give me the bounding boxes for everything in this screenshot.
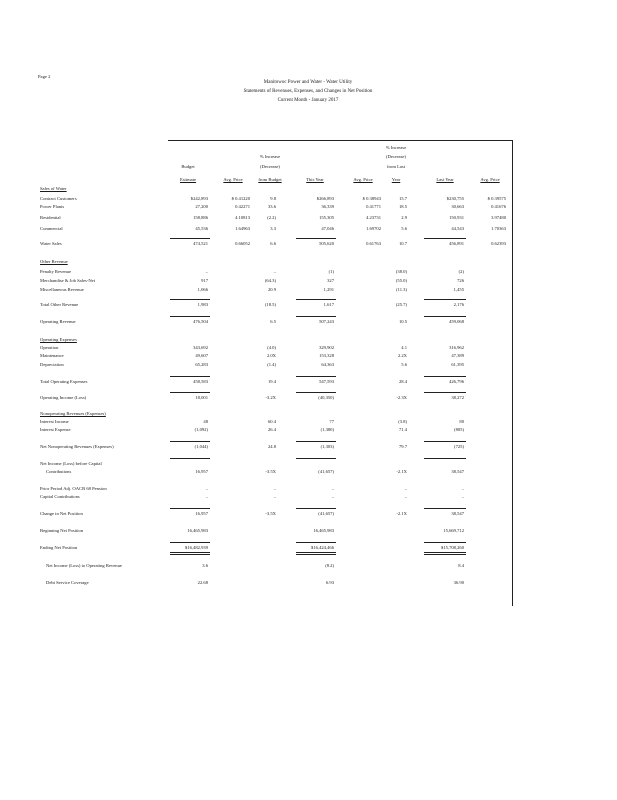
pct-last-cell: 10.5 bbox=[398, 319, 407, 324]
pct-budget-cell: (1.4) bbox=[267, 362, 276, 367]
last-year-cell: 2,176 bbox=[453, 302, 464, 307]
table-right-rule bbox=[512, 140, 513, 606]
last-year-cell: 456,891 bbox=[449, 241, 464, 246]
pct-budget-cell: -3.2X bbox=[265, 395, 276, 400]
pct-last-cell: 5.6 bbox=[401, 362, 407, 367]
subtotal-rule bbox=[170, 458, 210, 459]
col-this-year: This Year bbox=[306, 177, 324, 182]
pct-last-cell: 2.2X bbox=[397, 353, 407, 358]
row-label: Interest Expense bbox=[40, 427, 71, 432]
budget-cell: 476,504 bbox=[193, 319, 208, 324]
row-label: Maintenance bbox=[40, 353, 64, 358]
pct-last-cell: 4.1 bbox=[401, 345, 407, 350]
budget-cell: 3.6 bbox=[202, 563, 208, 568]
last-year-cell: (805) bbox=[454, 427, 464, 432]
row-label: Debt Service Coverage bbox=[46, 580, 89, 585]
pct-budget-cell: 20.9 bbox=[267, 287, 276, 292]
this-year-cell: (41,657) bbox=[318, 469, 334, 474]
last-year-cell: 30,663 bbox=[451, 204, 464, 209]
row-label: Prior Period Adj. OACB 68 Pension bbox=[40, 486, 107, 491]
last-year-cell: 459,068 bbox=[449, 319, 464, 324]
last-year-cell: (2) bbox=[458, 269, 464, 274]
subtotal-rule bbox=[296, 441, 336, 442]
this-year-cell: 1,617 bbox=[323, 302, 334, 307]
subtotal-rule bbox=[170, 392, 210, 393]
this-year-cell: 16,465,983 bbox=[313, 528, 334, 533]
pct-last-cell: (3.8) bbox=[398, 419, 407, 424]
last-year-cell: 726 bbox=[457, 278, 464, 283]
pct-last-cell: (38.0) bbox=[395, 269, 407, 274]
subtotal-rule bbox=[296, 299, 336, 300]
subtotal-rule bbox=[170, 441, 210, 442]
pct-last-cell: 18.5 bbox=[398, 204, 407, 209]
avg-price2-cell: 0.61763 bbox=[366, 241, 381, 246]
row-label: Contract Customers bbox=[40, 196, 77, 201]
pct-last-cell: 5.6 bbox=[401, 226, 407, 231]
pct-last-cell: – bbox=[404, 494, 407, 499]
avg-price3-cell: 0.41676 bbox=[491, 204, 506, 209]
row-label: Total Other Revenue bbox=[40, 302, 79, 307]
pct-budget-cell: (64.3) bbox=[264, 278, 276, 283]
subtotal-rule bbox=[424, 508, 466, 509]
report-title: Manitowoc Power and Water - Water Utility bbox=[263, 80, 353, 85]
subtotal-rule bbox=[424, 542, 466, 543]
col-pct-l2: (Decrease) bbox=[260, 164, 280, 169]
this-year-cell: (41,657) bbox=[318, 511, 334, 516]
budget-cell: 22.68 bbox=[197, 580, 208, 585]
row-label: Water Sales bbox=[40, 241, 62, 246]
last-year-cell: 316,962 bbox=[449, 345, 464, 350]
last-year-cell: 47,389 bbox=[451, 353, 464, 358]
last-year-cell: 1,455 bbox=[453, 287, 464, 292]
budget-cell: (1,092) bbox=[194, 427, 208, 432]
avg-price2-cell: 4.23731 bbox=[366, 215, 381, 220]
col-avg-price: Avg. Price bbox=[223, 177, 243, 182]
this-year-cell: 64,363 bbox=[321, 362, 334, 367]
col-budget-l1: Budget bbox=[181, 164, 195, 169]
row-label: Sales of Water bbox=[40, 186, 67, 191]
avg-price-cell: 4.10813 bbox=[235, 215, 250, 220]
this-year-cell: 153,328 bbox=[319, 353, 334, 358]
subtotal-rule bbox=[296, 458, 336, 459]
row-label: Penalty Revenue bbox=[40, 269, 71, 274]
this-year-cell: 1,291 bbox=[323, 287, 334, 292]
last-year-cell: 44,543 bbox=[451, 226, 464, 231]
subtotal-rule bbox=[170, 299, 210, 300]
row-label: Nonoperating Revenues (Expenses) bbox=[40, 411, 106, 416]
avg-price3-cell: 0.62393 bbox=[491, 241, 506, 246]
pct-last-cell: (11.3) bbox=[396, 287, 407, 292]
last-year-cell: (725) bbox=[454, 444, 464, 449]
this-year-cell: 507,243 bbox=[319, 319, 334, 324]
budget-cell: 65,283 bbox=[195, 362, 208, 367]
row-label: Merchandise & Job Sales-Net bbox=[40, 278, 95, 283]
pct-budget-cell: – bbox=[273, 494, 276, 499]
total-double-rule bbox=[170, 554, 210, 555]
last-year-cell: 38,272 bbox=[451, 395, 464, 400]
last-year-cell: 36.90 bbox=[453, 580, 464, 585]
pct-budget-cell: 2.0X bbox=[266, 353, 276, 358]
avg-price3-cell: $ 0.39575 bbox=[487, 196, 506, 201]
this-year-cell: 327 bbox=[327, 278, 334, 283]
row-label: Net Nonoperating Revenues (Expenses) bbox=[40, 444, 114, 449]
last-year-cell: 38,547 bbox=[451, 511, 464, 516]
row-label: Commercial bbox=[40, 226, 63, 231]
this-year-cell: (40,350) bbox=[318, 395, 334, 400]
pct-last-cell: -2.3X bbox=[396, 395, 407, 400]
this-year-cell: (1,380) bbox=[320, 427, 334, 432]
avg-price-cell: $ 0.41220 bbox=[231, 196, 250, 201]
pct-budget-cell: 19.4 bbox=[267, 379, 276, 384]
pct-last-cell: 15.7 bbox=[398, 196, 407, 201]
col-pct2-l3: from Last bbox=[387, 164, 405, 169]
pct-last-cell: -2.1X bbox=[396, 469, 407, 474]
col-avg-price3: Avg. Price bbox=[480, 177, 500, 182]
row-label: Depreciation bbox=[40, 362, 64, 367]
row-label: Operating Income (Loss) bbox=[40, 395, 87, 400]
budget-cell: (1,044) bbox=[194, 444, 208, 449]
row-label: Total Operating Expenses bbox=[40, 379, 88, 384]
this-year-cell: $16,424,466 bbox=[311, 545, 334, 550]
budget-cell: 1,983 bbox=[197, 302, 208, 307]
row-label: Operating Revenue bbox=[40, 319, 76, 324]
pct-last-cell: – bbox=[404, 486, 407, 491]
this-year-cell: (1,303) bbox=[320, 444, 334, 449]
subtotal-rule bbox=[424, 299, 466, 300]
row-label: Miscellaneous Revenue bbox=[40, 287, 84, 292]
budget-cell: 48 bbox=[203, 419, 208, 424]
avg-price3-cell: 3.97480 bbox=[491, 215, 506, 220]
subtotal-rule bbox=[296, 392, 336, 393]
total-double-rule bbox=[424, 554, 466, 555]
subtotal-rule bbox=[170, 238, 210, 239]
last-year-cell: – bbox=[461, 486, 464, 491]
last-year-cell: 80 bbox=[459, 419, 464, 424]
budget-cell: 343,692 bbox=[193, 345, 208, 350]
pct-budget-cell: 6.5 bbox=[270, 319, 276, 324]
pct-budget-cell: (2.2) bbox=[267, 215, 276, 220]
last-year-cell: 38,547 bbox=[451, 469, 464, 474]
last-year-cell: 15,669,712 bbox=[443, 528, 464, 533]
pct-budget-cell: (4.0) bbox=[267, 345, 276, 350]
this-year-cell: $266,893 bbox=[316, 196, 334, 201]
row-label: Other Revenue bbox=[40, 259, 68, 264]
avg-price-cell: 0.66052 bbox=[235, 241, 250, 246]
pct-budget-cell: 26.4 bbox=[267, 427, 276, 432]
this-year-cell: 47,046 bbox=[321, 226, 334, 231]
pct-budget-cell: 60.4 bbox=[267, 419, 276, 424]
row-label: Power Plants bbox=[40, 204, 65, 209]
col-budget-l2: Estimate bbox=[179, 177, 197, 182]
pct-budget-cell: 33.6 bbox=[267, 204, 276, 209]
subtotal-rule bbox=[424, 392, 466, 393]
this-year-cell: 155,305 bbox=[319, 215, 334, 220]
subtotal-rule bbox=[296, 376, 336, 377]
subtotal-rule bbox=[424, 376, 466, 377]
last-year-cell: 8.4 bbox=[458, 563, 464, 568]
this-year-cell: (1) bbox=[328, 269, 334, 274]
total-double-rule bbox=[424, 552, 466, 553]
total-double-rule bbox=[296, 552, 336, 553]
budget-cell: 16,957 bbox=[195, 511, 208, 516]
pct-budget-cell: 9.8 bbox=[270, 196, 276, 201]
report-subtitle: Statements of Revenues, Expenses, and Changes in Net Position bbox=[243, 89, 373, 94]
pct-last-cell: -2.1X bbox=[396, 511, 407, 516]
budget-cell: $242,893 bbox=[190, 196, 208, 201]
row-label: Net Income (Loss) before Capital bbox=[40, 461, 102, 466]
budget-cell: 1,066 bbox=[197, 287, 208, 292]
budget-cell: – bbox=[205, 494, 208, 499]
this-year-cell: – bbox=[331, 486, 334, 491]
col-pct2-l4: Year bbox=[391, 177, 401, 182]
pct-budget-cell: – bbox=[273, 486, 276, 491]
pct-last-cell: 79.7 bbox=[398, 444, 407, 449]
this-year-cell: 6.93 bbox=[325, 580, 334, 585]
subtotal-rule bbox=[296, 316, 336, 317]
row-label: Residential bbox=[40, 215, 61, 220]
last-year-cell: 61,395 bbox=[451, 362, 464, 367]
pct-budget-cell: (18.5) bbox=[264, 302, 276, 307]
budget-cell: 49,607 bbox=[195, 353, 208, 358]
subtotal-rule bbox=[296, 542, 336, 543]
row-label: Operation bbox=[40, 345, 59, 350]
col-pct2-l2: (Decrease) bbox=[386, 154, 406, 159]
budget-cell: 27,200 bbox=[195, 204, 208, 209]
subtotal-rule bbox=[296, 238, 336, 239]
report-period: Current Month - January 2017 bbox=[277, 98, 339, 103]
subtotal-rule bbox=[170, 316, 210, 317]
pct-budget-cell: 3.3 bbox=[270, 226, 276, 231]
avg-price2-cell: $ 0.38943 bbox=[362, 196, 381, 201]
subtotal-rule bbox=[170, 542, 210, 543]
total-double-rule bbox=[170, 552, 210, 553]
pct-last-cell: 71.4 bbox=[398, 427, 407, 432]
pct-budget-cell: -3.5X bbox=[265, 511, 276, 516]
row-label: Capital Contributions bbox=[40, 494, 80, 499]
pct-budget-cell: 6.6 bbox=[270, 241, 276, 246]
row-label: Net Income (Loss) to Operating Revenue bbox=[46, 563, 122, 568]
row-label: Change in Net Position bbox=[40, 511, 83, 516]
pct-last-cell: 10.7 bbox=[398, 241, 407, 246]
budget-cell: 16,957 bbox=[195, 469, 208, 474]
budget-cell: 917 bbox=[201, 278, 208, 283]
subtotal-rule bbox=[170, 508, 210, 509]
subtotal-rule bbox=[424, 238, 466, 239]
budget-cell: – bbox=[205, 486, 208, 491]
row-label: Ending Net Position bbox=[40, 545, 78, 550]
budget-cell: 18,001 bbox=[195, 395, 208, 400]
budget-cell: 16,465,983 bbox=[187, 528, 208, 533]
subtotal-rule bbox=[424, 316, 466, 317]
last-year-cell: $15,708,260 bbox=[441, 545, 464, 550]
avg-price2-cell: 0.41771 bbox=[366, 204, 381, 209]
subtotal-rule bbox=[170, 376, 210, 377]
this-year-cell: (8.2) bbox=[325, 563, 334, 568]
pct-budget-cell: – bbox=[273, 269, 276, 274]
avg-price3-cell: 1.70363 bbox=[491, 226, 506, 231]
budget-cell: 474,521 bbox=[193, 241, 208, 246]
last-year-cell: – bbox=[461, 494, 464, 499]
pct-budget-cell: 24.8 bbox=[267, 444, 276, 449]
pct-last-cell: 28.4 bbox=[398, 379, 407, 384]
last-year-cell: $230,755 bbox=[446, 196, 464, 201]
last-year-cell: 150,931 bbox=[449, 215, 464, 220]
budget-cell: 158,886 bbox=[193, 215, 208, 220]
this-year-cell: 505,620 bbox=[319, 241, 334, 246]
this-year-cell: 547,593 bbox=[319, 379, 334, 384]
this-year-cell: 329,902 bbox=[319, 345, 334, 350]
budget-cell: $16,482,939 bbox=[185, 545, 208, 550]
subtotal-rule bbox=[296, 508, 336, 509]
subtotal-rule bbox=[424, 458, 466, 459]
col-pct-l3: from Budget bbox=[258, 177, 282, 182]
last-year-cell: 426,796 bbox=[449, 379, 464, 384]
pct-budget-cell: -3.5X bbox=[265, 469, 276, 474]
row-label: Interest Income bbox=[40, 419, 69, 424]
budget-cell: 45,536 bbox=[195, 226, 208, 231]
this-year-cell: 77 bbox=[329, 419, 334, 424]
avg-price2-cell: 1.69702 bbox=[366, 226, 381, 231]
col-pct-l1: % Increase bbox=[259, 154, 281, 159]
col-pct2-l1: % Increase bbox=[385, 145, 407, 150]
this-year-cell: – bbox=[331, 494, 334, 499]
col-last-year: Last Year bbox=[436, 177, 454, 182]
avg-price-cell: 0.42271 bbox=[235, 204, 250, 209]
total-double-rule bbox=[296, 554, 336, 555]
pct-last-cell: (25.7) bbox=[395, 302, 407, 307]
budget-cell: 458,583 bbox=[193, 379, 208, 384]
pct-last-cell: (55.0) bbox=[395, 278, 407, 283]
col-avg-price2: Avg. Price bbox=[353, 177, 373, 182]
this-year-cell: 36,339 bbox=[321, 204, 334, 209]
avg-price-cell: 1.64963 bbox=[235, 226, 250, 231]
table-top-rule bbox=[168, 140, 513, 141]
row-label: Operating Expenses bbox=[40, 337, 77, 342]
page-label: Page 2 bbox=[38, 74, 51, 79]
subtotal-rule bbox=[424, 441, 466, 442]
pct-last-cell: 2.9 bbox=[401, 215, 407, 220]
budget-cell: – bbox=[205, 269, 208, 274]
row-label: Contributions bbox=[46, 469, 72, 474]
row-label: Beginning Net Position bbox=[40, 528, 84, 533]
